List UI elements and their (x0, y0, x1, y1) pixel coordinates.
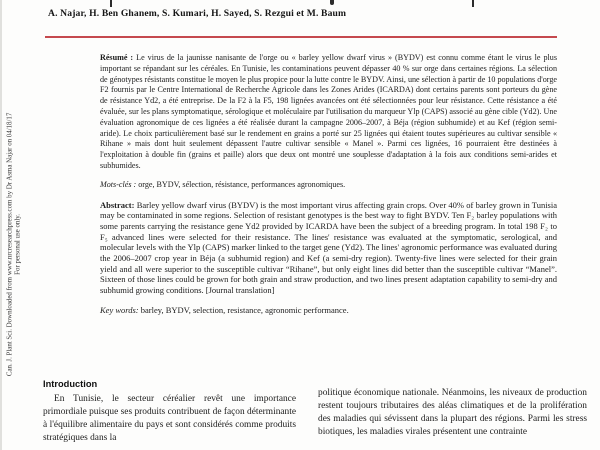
cropped-title-fragment (110, 0, 112, 7)
abstract-paragraph (100, 200, 557, 296)
introduction-heading: Introduction (43, 379, 98, 389)
key-words-text: barley, BYDV, selection, resistance, agronomic performance. (140, 304, 349, 315)
abstract-text: Barley yellow dwarf virus (BYDV) is the most important virus affecting grain crops. Over 40% of barley grown in Tunisia may be contaminated in some regions. Selection of resistant genotypes is the best way to fight BYDV. Ten F₂ barley populations with some parents carrying the resistance gene Yd2 provided by ICARDA have been the subject of a breeding program. In total 198 F₂ to F₅ advanced lines were selected for their resistance. The lines' resistance was evaluated at the symptomatic, serological, and molecular levels with the Ylp (CAPS) marker linked to the target gene (Yd2). The lines' agronomic performance was evaluated during the 2006–2007 crop year in Béja (a subhumid region) and Kef (a semi-dry region). Twenty-five lines were selected for their grain yield and all were superior to the susceptible cultivar “Rihane”, but only eight lines did better than the susceptible cultivar “Manel”. Sixteen of those lines could be grown for both grain and straw production, and two lines present adaptation capability to semi-dry and subhumid growing conditions. [Journal translation] (100, 199, 558, 296)
author-line: A. Najar, H. Ben Ghanem, S. Kumari, H. Sayed, S. Rezgui et M. Baum (48, 8, 347, 19)
abstract-label: Abstract: (100, 199, 135, 210)
title-separator-rule (45, 36, 557, 38)
introduction-paragraph-left: En Tunisie, le secteur céréalier revêt une importance primordiale puisque ses produits contribuent de façon déterminante à l'équilibre alimentaire du pays et sont considérés comme produits stratégiques dans la (43, 394, 296, 443)
introduction-paragraph-right: politique économique nationale. Néanmoins, les niveaux de production restent toujours tributaires des aléas climatiques et de la prolifération des maladies qui sévissent dans la plupart des régions. Parmi les stress biotiques, les maladies virales présentent une contrainte (318, 388, 587, 437)
resume-text: Le virus de la jaunisse nanisante de l'orge ou « barley yellow dwarf virus » (BYDV) est connu comme étant le virus le plus important se répandant sur les céréales. En Tunisie, les contaminations peuvent dépasser 40 % sur orge dans certaines régions. La sélection de génotypes résistants constitue le moyen le plus propice pour la lutte contre le BYDV. Ainsi, une sélection à partir de 10 populations d'orge F2 fournis par le Centre International de Recherche Agricole dans les Zones Arides (ICARDA) dont certains parents sont porteurs du gène de résistance Yd2, a été entreprise. De la F2 à la F5, 198 lignées avancées ont été sélectionnées pour leur résistance. Cette résistance a été évaluée, sur les plans symptomatique, sérologique et moléculaire par l'utilisation du marqueur Ylp (CAPS) associé au gène cible (Yd2). Une évaluation agronomique de ces lignées a été réalisée durant la campagne 2006–2007, à Béja (région subhumide) et au Kef (région semi-aride). Le choix particulièrement basé sur le rendement en grains a porté sur 25 lignées qui étaient toutes supérieures au cultivar sensible « Rihane » mais dont huit seulement dépassent l'autre cultivar sensible « Manel ». Parmi ces lignées, 16 pourraient être destinées à l'exploitation à double fin (grains et paille) alors que deux ont montré une souplesse d'adaptation à la fois aux conditions semi-arides et subhumides. (100, 53, 557, 170)
body-column-right (318, 379, 587, 439)
key-words-line (100, 305, 557, 316)
download-notice-line2: For personal use only. (15, 214, 22, 275)
scan-page-edge (0, 0, 2, 450)
mots-cles-line (100, 180, 557, 191)
body-column-left (43, 379, 296, 445)
cropped-title-fragment (330, 0, 334, 5)
mots-cles-label: Mots-clés : (100, 179, 137, 189)
resume-paragraph (100, 53, 557, 172)
cropped-title-fragment (472, 0, 474, 7)
resume-label: Résumé : (100, 53, 134, 62)
abstract-section (100, 53, 557, 316)
download-copyright-notice (7, 103, 24, 385)
download-notice-line1: Can. J. Plant Sci. Downloaded from www.nrcresearchpress.com by Dr Asma Najar on 04/18/17 (6, 112, 14, 377)
mots-cles-text: orge, BYDV, sélection, résistance, performances agronomiques. (138, 179, 346, 189)
key-words-label: Key words: (100, 304, 139, 315)
